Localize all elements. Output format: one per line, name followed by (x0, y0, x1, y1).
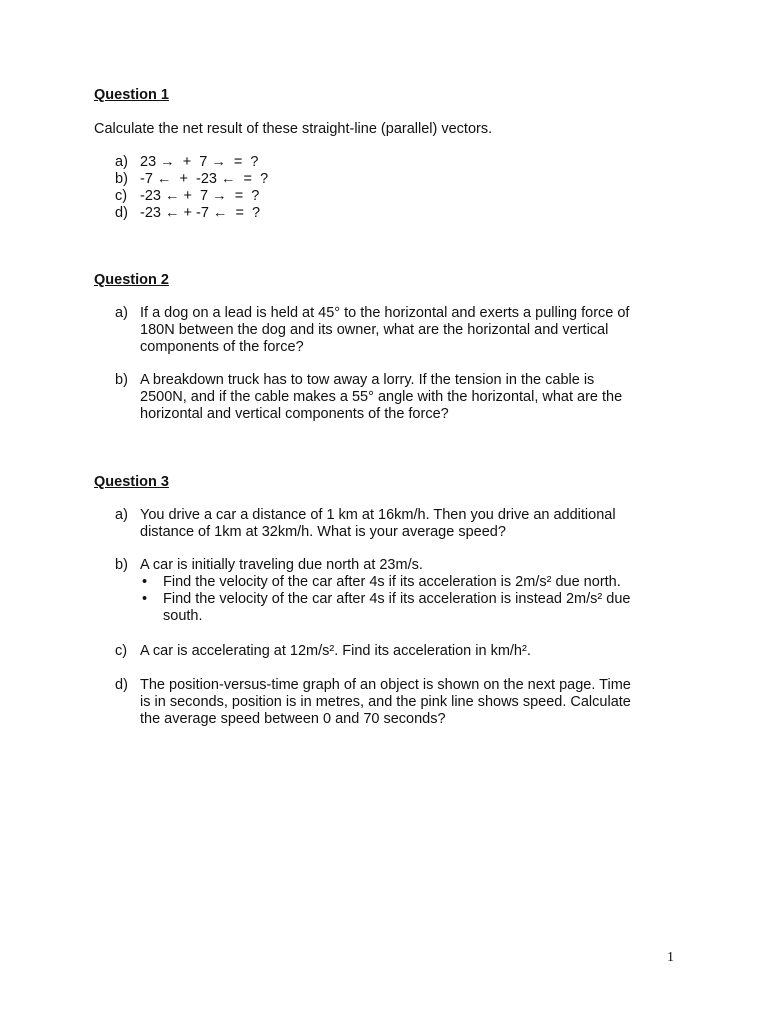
question-1-heading: Question 1 (94, 87, 169, 103)
question-text-line: distance of 1km at 32km/h. What is your average speed? (140, 524, 506, 540)
question-text-line: A breakdown truck has to tow away a lorry. If the tension in the cable is (140, 372, 595, 388)
bullet-text-line: south. (163, 608, 203, 624)
question-text-line: A car is accelerating at 12m/s². Find its acceleration in km/h². (140, 643, 531, 659)
item-label: a) (115, 154, 128, 170)
question-3a (115, 507, 675, 541)
vector-expression: -23 ← + -7 ← = ? (140, 205, 261, 221)
bullet-item (140, 591, 675, 625)
question-2b (115, 372, 675, 423)
question-text-line: 180N between the dog and its owner, what are the horizontal and vertical (140, 322, 609, 338)
question-2a (115, 305, 675, 356)
question-text-line: is in seconds, position is in metres, and the pink line shows speed. Calculate (140, 694, 631, 710)
question-3-heading: Question 3 (94, 474, 169, 490)
item-label: b) (115, 171, 128, 187)
item-label: a) (115, 507, 128, 523)
vector-expression: -7 ← + -23 ← = ? (140, 171, 269, 187)
question-text-line: horizontal and vertical components of the force? (140, 406, 449, 422)
question-1-intro: Calculate the net result of these straight-line (parallel) vectors. (94, 121, 493, 137)
vector-item (94, 205, 268, 222)
bullet-item (140, 574, 675, 591)
question-3c (115, 643, 675, 660)
question-text-line: components of the force? (140, 339, 304, 355)
question-3b (115, 557, 675, 625)
question-text-line: 2500N, and if the cable makes a 55° angle with the horizontal, what are the (140, 389, 623, 405)
vector-list (94, 154, 268, 222)
bullet-icon: • (142, 591, 148, 607)
vector-item (94, 188, 268, 205)
vector-item (94, 171, 268, 188)
question-text-line: The position-versus-time graph of an object is shown on the next page. Time (140, 677, 631, 693)
item-label: c) (115, 188, 128, 204)
item-label: c) (115, 643, 128, 659)
vector-expression: -23 ← + 7 → = ? (140, 188, 260, 204)
bullet-text-line: Find the velocity of the car after 4s if its acceleration is instead 2m/s² due (163, 591, 631, 607)
item-label: d) (115, 677, 128, 693)
item-label: d) (115, 205, 128, 221)
item-label: b) (115, 557, 128, 573)
question-text-line: You drive a car a distance of 1 km at 16km/h. Then you drive an additional (140, 507, 616, 523)
page-number: 1 (667, 950, 674, 965)
question-text-line: A car is initially traveling due north at 23m/s. (140, 557, 423, 573)
question-text-line: If a dog on a lead is held at 45° to the horizontal and exerts a pulling force of (140, 305, 630, 321)
item-label: a) (115, 305, 128, 321)
item-label: b) (115, 372, 128, 388)
bullet-list (140, 574, 675, 625)
bullet-text-line: Find the velocity of the car after 4s if its acceleration is 2m/s² due north. (163, 574, 621, 590)
bullet-icon: • (142, 574, 148, 590)
vector-expression: 23 → + 7 → = ? (140, 154, 259, 170)
question-2-heading: Question 2 (94, 272, 169, 288)
vector-item (94, 154, 268, 171)
question-3d (115, 677, 675, 728)
question-text-line: the average speed between 0 and 70 seconds? (140, 711, 446, 727)
